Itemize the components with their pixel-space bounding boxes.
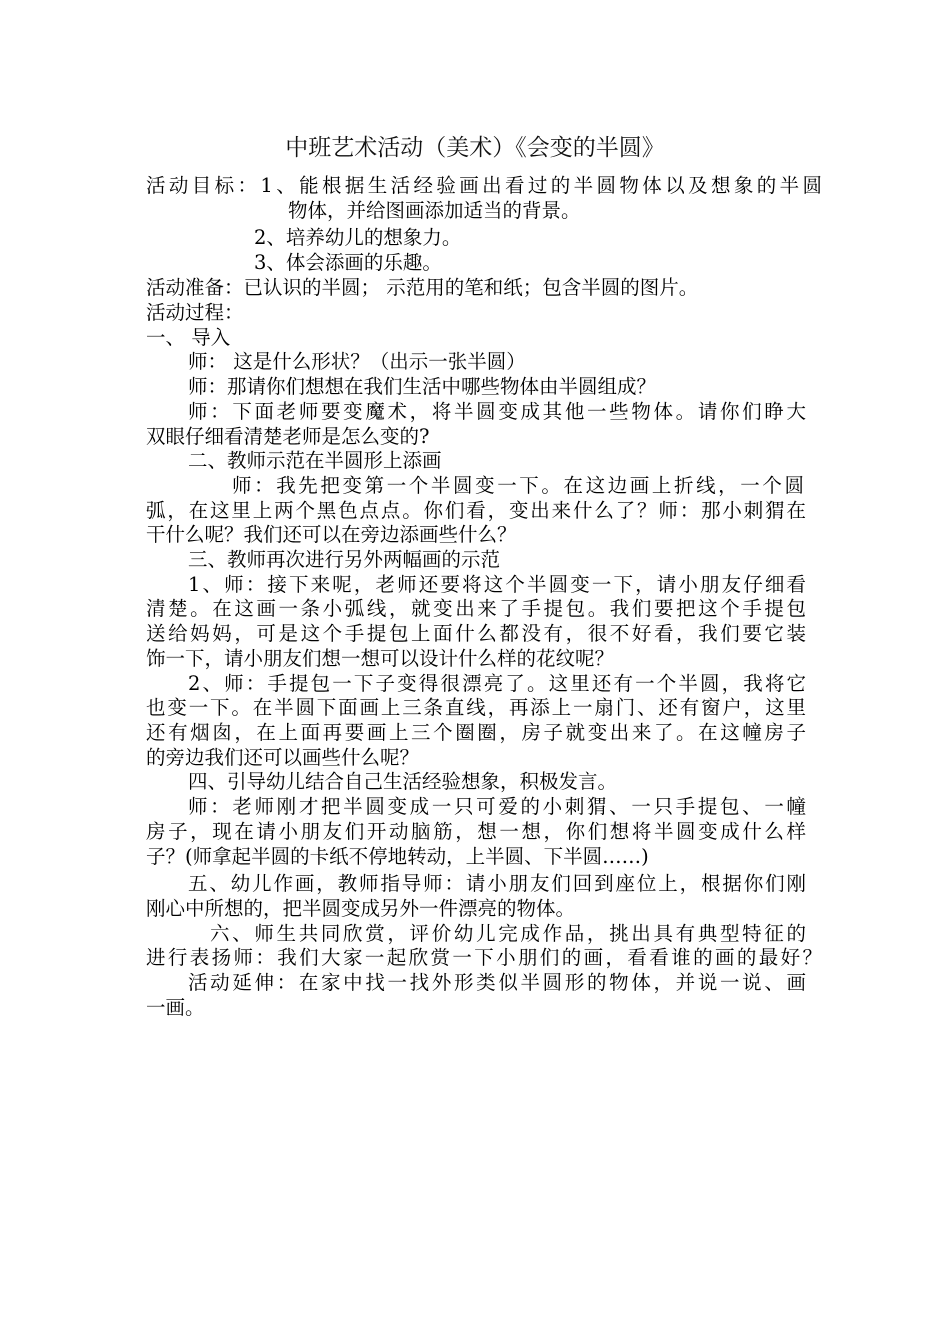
body-line: 还有烟囱，在上面再要画上三个圈圈，房子就变出来了。在这幢房子 bbox=[146, 721, 806, 744]
body-line: 师：老师刚才把半圆变成一只可爱的小刺猬、一只手提包、一幢 bbox=[188, 795, 806, 818]
goal-line-3: 3、体会添画的乐趣。 bbox=[254, 251, 442, 274]
body-line: 清楚。在这画一条小弧线，就变出来了手提包。我们要把这个手提包 bbox=[146, 597, 806, 620]
body-line: 1、师：接下来呢，老师还要将这个半圆变一下，请小朋友仔细看 bbox=[188, 573, 806, 596]
body-line: 也变一下。在半圆下面画上三条直线，再添上一扇门、还有窗户，这里 bbox=[146, 696, 806, 719]
goal-line-1-cont: 物体，并给图画添加适当的背景。 bbox=[288, 199, 581, 222]
process-heading: 活动过程： bbox=[146, 301, 244, 324]
section-5-heading: 五、幼儿作画，教师指导师：请小朋友们回到座位上，根据你们刚 bbox=[188, 872, 806, 895]
body-line: 进行表扬师：我们大家一起欣赏一下小朋们的画，看看谁的画的最好？ bbox=[146, 946, 822, 969]
body-line: 双眼仔细看清楚老师是怎么变的? bbox=[146, 425, 430, 448]
body-line: 刚心中所想的，把半圆变成另外一件漂亮的物体。 bbox=[146, 897, 576, 920]
extension-line: 活动延伸：在家中找一找外形类似半圆形的物体，并说一说、画 bbox=[188, 971, 806, 994]
section-6-heading: 六、师生共同欣赏，评价幼儿完成作品，挑出具有典型特征的 bbox=[210, 922, 806, 945]
section-2-heading: 二、教师示范在半圆形上添画 bbox=[188, 449, 442, 472]
section-3-heading: 三、教师再次进行另外两幅画的示范 bbox=[188, 548, 501, 571]
preparation-line: 活动准备：已认识的半圆； 示范用的笔和纸；包含半圆的图片。 bbox=[146, 276, 699, 299]
body-line: 师：下面老师要变魔术，将半圆变成其他一些物体。请你们睁大 bbox=[188, 400, 806, 423]
section-4-heading: 四、引导幼儿结合自己生活经验想象，积极发言。 bbox=[188, 770, 618, 793]
body-line: 2、师：手提包一下子变得很漂亮了。这里还有一个半圆，我将它 bbox=[188, 672, 806, 695]
body-line: 的旁边我们还可以画些什么呢？ bbox=[146, 746, 420, 769]
body-line: 干什么呢？我们还可以在旁边添画些什么？ bbox=[146, 523, 517, 546]
goal-line-2: 2、培养幼儿的想象力。 bbox=[254, 226, 462, 249]
goal-line-1: 活动目标：1、能根据生活经验画出看过的半圆物体以及想象的半圆 bbox=[146, 174, 822, 197]
body-line: 弧，在这里上两个黑色点点。你们看，变出来什么了？师：那小刺猬在 bbox=[146, 499, 806, 522]
section-1-heading: 一、 导入 bbox=[146, 326, 231, 349]
body-line: 一画。 bbox=[146, 996, 205, 1019]
body-line: 送给妈妈，可是这个手提包上面什么都没有，很不好看，我们要它装 bbox=[146, 622, 806, 645]
body-line: 子？(师拿起半圆的卡纸不停地转动，上半圆、下半圆……) bbox=[146, 845, 649, 868]
body-line: 饰一下，请小朋友们想一想可以设计什么样的花纹呢？ bbox=[146, 647, 615, 670]
body-line: 师： 这是什么形状？（出示一张半圆） bbox=[188, 350, 526, 373]
body-line: 师：那请你们想想在我们生活中哪些物体由半圆组成？ bbox=[188, 375, 657, 398]
body-line: 房子，现在请小朋友们开动脑筋，想一想，你们想将半圆变成什么样 bbox=[146, 820, 806, 843]
body-line: 师：我先把变第一个半圆变一下。在这边画上折线，一个圆 bbox=[232, 474, 804, 497]
page-title: 中班艺术活动（美术）《会变的半圆》 bbox=[285, 135, 665, 161]
